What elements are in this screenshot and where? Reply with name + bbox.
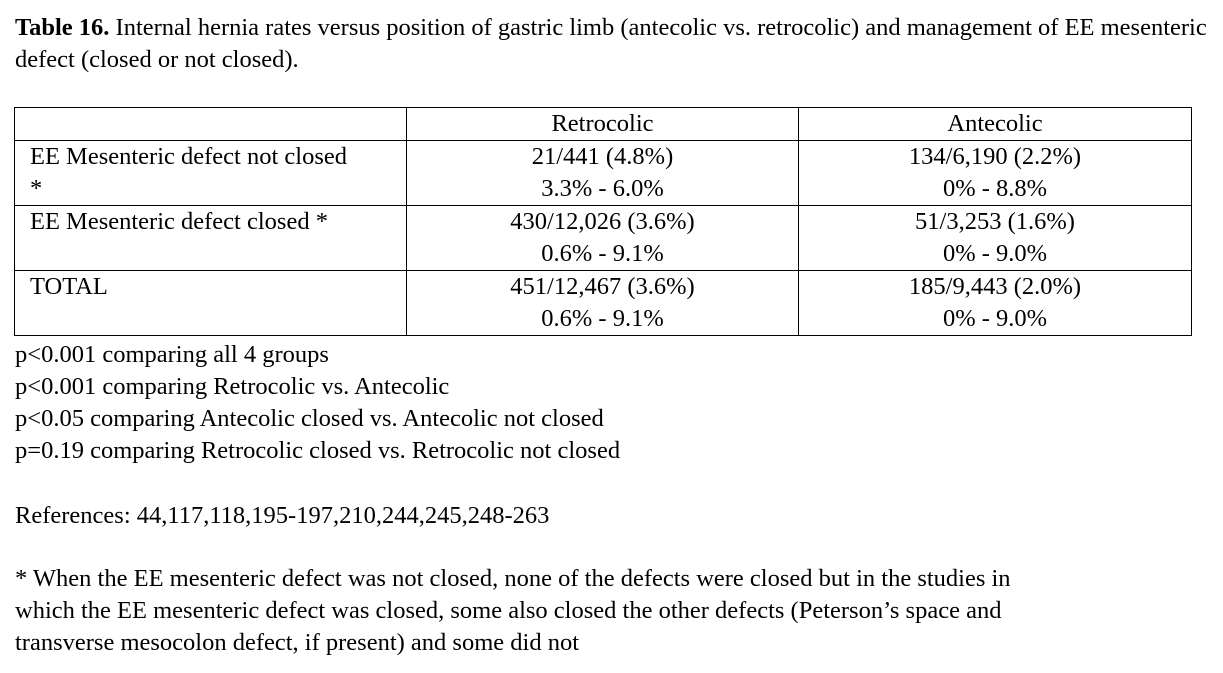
cell-antecolic-closed: [799, 206, 1192, 271]
footnote-line: transverse mesocolon defect, if present) and some did not: [15, 629, 580, 656]
row-label-line: [30, 303, 406, 335]
references-line: References: 44,117,118,195-197,210,244,245,248-263: [15, 502, 550, 529]
table-row: [15, 271, 1192, 336]
stat-note: p<0.001 comparing Retrocolic vs. Antecolic: [15, 373, 450, 400]
cell-range: 0% - 9.0%: [942, 240, 1048, 267]
stat-note: p<0.05 comparing Antecolic closed vs. Antecolic not closed: [15, 405, 604, 432]
table-row: [15, 206, 1192, 271]
table-row: [15, 141, 1192, 206]
cell-retrocolic-closed: [407, 206, 799, 271]
stat-note: p=0.19 comparing Retrocolic closed vs. Retrocolic not closed: [15, 437, 621, 464]
table-header-row: [15, 108, 1192, 141]
cell-range: 0.6% - 9.1%: [541, 240, 664, 267]
table-caption-text: Internal hernia rates versus position of gastric limb (antecolic vs. retrocolic) and management of EE mesenteric defect (closed or not closed).: [15, 14, 1207, 73]
row-label-not-closed: [15, 141, 407, 206]
cell-rate: 51/3,253 (1.6%): [915, 208, 1075, 235]
row-label-line: [30, 238, 406, 270]
cell-antecolic-total: [799, 271, 1192, 336]
cell-rate: 185/9,443 (2.0%): [908, 273, 1082, 300]
table-caption: [15, 12, 1215, 76]
footnote-line: which the EE mesenteric defect was closed, some also closed the other defects (Peterson’s space and: [15, 597, 1002, 624]
table-header-empty: [15, 108, 407, 141]
cell-rate: 451/12,467 (3.6%): [510, 273, 695, 300]
cell-retrocolic-total: [407, 271, 799, 336]
cell-rate: 21/441 (4.8%): [531, 143, 674, 170]
table-caption-label: Table 16.: [15, 14, 110, 41]
row-label-line: EE Mesenteric defect not closed: [30, 143, 348, 170]
statistical-notes: [15, 339, 1215, 467]
row-label-total: [15, 271, 407, 336]
row-label-line: TOTAL: [30, 273, 108, 300]
row-label-closed: [15, 206, 407, 271]
cell-rate: 430/12,026 (3.6%): [510, 208, 695, 235]
hernia-rates-table: [14, 107, 1192, 336]
table-header-retrocolic: Retrocolic: [407, 108, 799, 141]
cell-range: 0% - 9.0%: [942, 305, 1048, 332]
footnote-line: * When the EE mesenteric defect was not closed, none of the defects were closed but in the studies in: [15, 565, 1011, 592]
cell-rate: 134/6,190 (2.2%): [908, 143, 1082, 170]
cell-range: 0% - 8.8%: [942, 175, 1048, 202]
table-header-antecolic: Antecolic: [799, 108, 1192, 141]
cell-retrocolic-not-closed: [407, 141, 799, 206]
footnote: [15, 563, 1215, 659]
cell-antecolic-not-closed: [799, 141, 1192, 206]
cell-range: 3.3% - 6.0%: [541, 175, 664, 202]
stat-note: p<0.001 comparing all 4 groups: [15, 341, 329, 368]
row-label-line: *: [30, 175, 43, 202]
cell-range: 0.6% - 9.1%: [541, 305, 664, 332]
row-label-line: EE Mesenteric defect closed *: [30, 208, 328, 235]
